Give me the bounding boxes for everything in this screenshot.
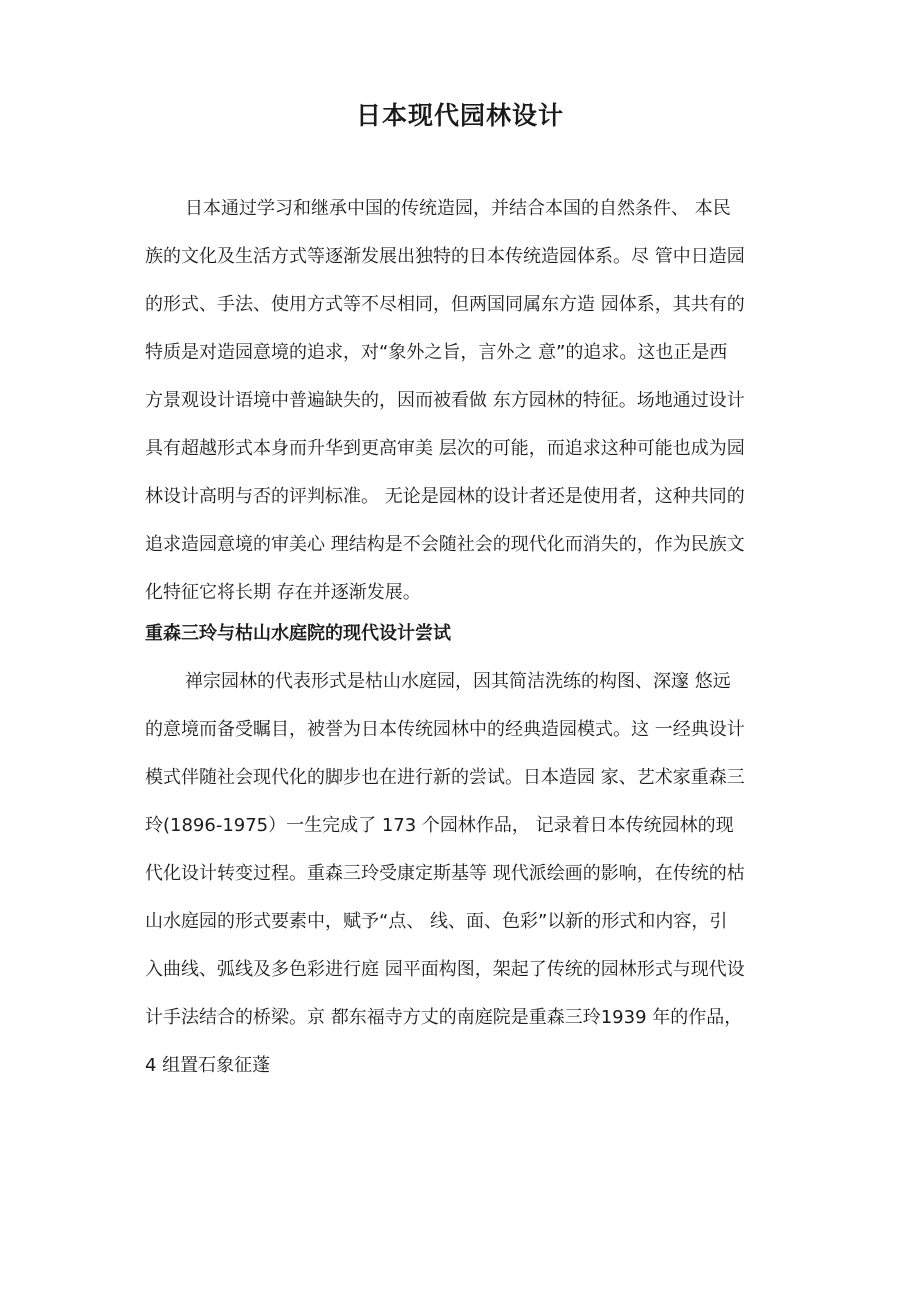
paragraph-line: 山水庭园的形式要素中，赋予“点、 线、面、色彩”以新的形式和内容，引 <box>145 911 728 932</box>
paragraph-line: 的形式、手法、使用方式等不尽相同，但两国同属东方造 园体系，其共有的 <box>145 294 745 315</box>
paragraph-line: 禅宗园林的代表形式是枯山水庭园，因其简洁洗练的构图、深邃 悠远 <box>185 671 731 692</box>
paragraph-line: 计手法结合的桥梁。京 都东福寺方丈的南庭院是重森三玲1939 年的作品， <box>145 1007 743 1028</box>
paragraph-line: 特质是对造园意境的追求，对“象外之旨，言外之 意”的追求。这也正是西 <box>145 342 728 363</box>
paragraph-line: 具有超越形式本身而升华到更高审美 层次的可能，而追求这种可能也成为园 <box>145 438 745 459</box>
section-heading: 重森三玲与枯山水庭院的现代设计尝试 <box>145 623 451 644</box>
paragraph-line: 玲(1896-1975）一生完成了 173 个园林作品， 记录着日本传统园林的现 <box>145 815 734 836</box>
paragraph-line: 的意境而备受瞩目，被誉为日本传统园林中的经典造园模式。这 一经典设计 <box>145 719 745 740</box>
paragraph-line: 模式伴随社会现代化的脚步也在进行新的尝试。日本造园 家、艺术家重森三 <box>145 767 745 788</box>
paragraph-line: 日本通过学习和继承中国的传统造园，并结合本国的自然条件、 本民 <box>185 198 731 219</box>
document-title: 日本现代园林设计 <box>355 101 564 130</box>
paragraph-line: 代化设计转变过程。重森三玲受康定斯基等 现代派绘画的影响，在传统的枯 <box>145 863 745 884</box>
paragraph-line: 4 组置石象征蓬 <box>145 1055 271 1076</box>
paragraph-line: 方景观设计语境中普遍缺失的，因而被看做 东方园林的特征。场地通过设计 <box>145 390 745 411</box>
paragraph-line: 化特征它将长期 存在并逐渐发展。 <box>145 582 421 603</box>
paragraph-line: 族的文化及生活方式等逐渐发展出独特的日本传统造园体系。尽 管中日造园 <box>145 246 745 267</box>
paragraph-line: 入曲线、弧线及多色彩进行庭 园平面构图，架起了传统的园林形式与现代设 <box>145 959 745 980</box>
paragraph-line: 林设计高明与否的评判标准。 无论是园林的设计者还是使用者，这种共同的 <box>145 486 745 507</box>
paragraph-line: 追求造园意境的审美心 理结构是不会随社会的现代化而消失的，作为民族文 <box>145 534 745 555</box>
